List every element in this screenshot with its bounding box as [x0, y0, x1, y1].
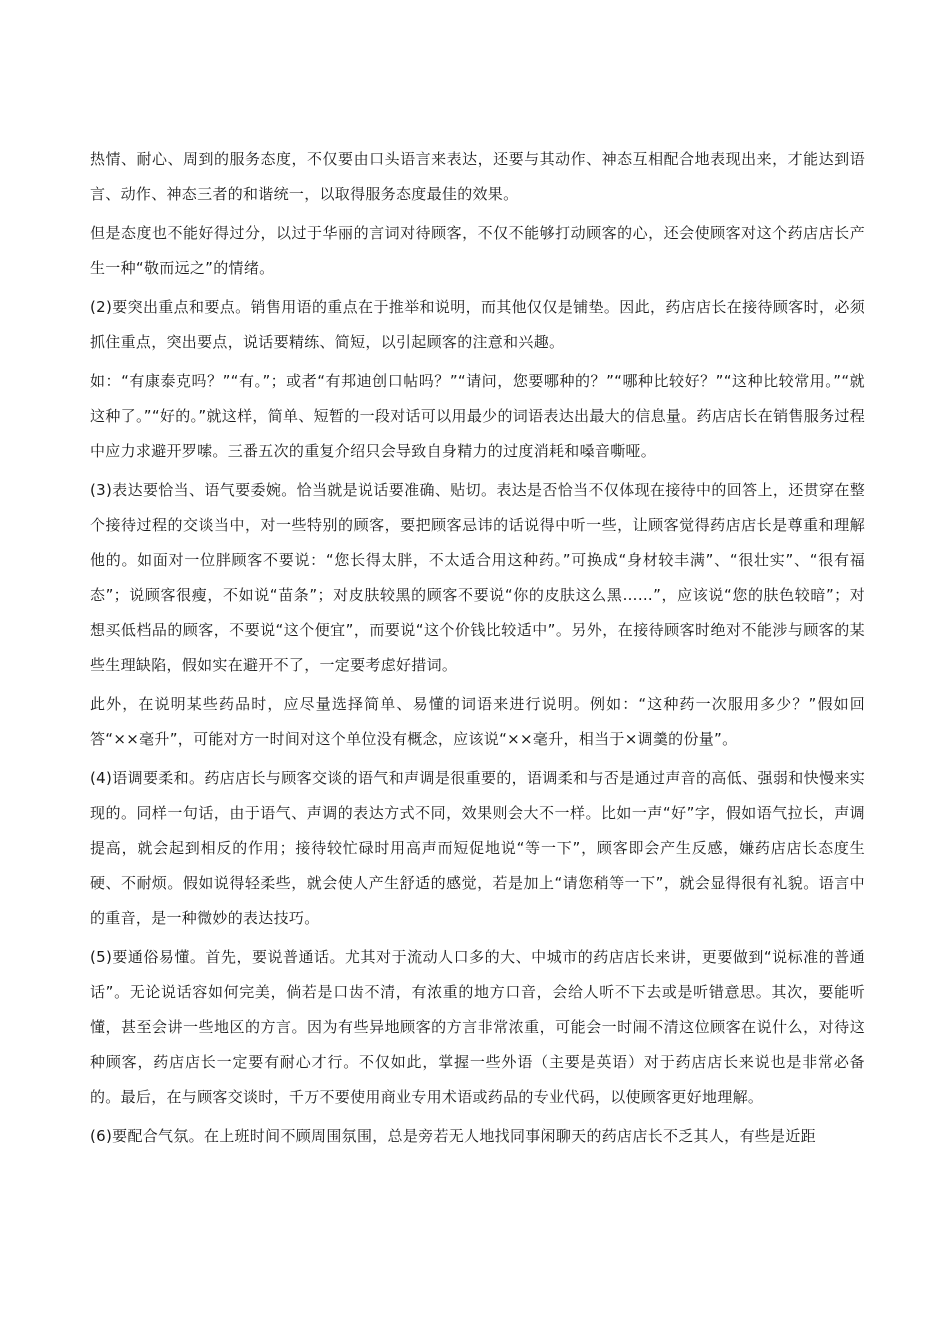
paragraph-dialog-example: 如：“有康泰克吗？”“有。”；或者“有邦迪创口帖吗？”“请问，您要哪种的？”“哪种比较好？”“这种比较常用。”“就这种了。”“好的。”就这样，简单、短暂的一段对话可以用最少的词语表达出最大的信息量。药店店长在销售服务过程中应力求避开罗嗦。三番五次的重复介绍只会导致自身精力的过度消耗和嗓音嘶哑。: [90, 372, 865, 460]
paragraph-simple-words: 此外，在说明某些药品时，应尽量选择简单、易懂的词语来进行说明。例如：“这种药一次服用多少？”假如回答“××毫升”，可能对方一时间对这个单位没有概念，应该说“××毫升，相当于×调羹的份量”。: [90, 695, 865, 748]
paragraph-not-overdo: 但是态度也不能好得过分，以过于华丽的言词对待顾客，不仅不能够打动顾客的心，还会使顾客对这个药店店长产生一种“敬而远之”的情绪。: [90, 224, 865, 277]
paragraph-atmosphere: (6)要配合气氛。在上班时间不顾周围氛围，总是旁若无人地找同事闲聊天的药店店长不乏其人，有些是近距: [90, 1127, 816, 1145]
paragraph-service-attitude: 热情、耐心、周到的服务态度，不仅要由口头语言来表达，还要与其动作、神态互相配合地表现出来，才能达到语言、动作、神态三者的和谐统一，以取得服务态度最佳的效果。: [90, 150, 865, 203]
paragraph-appropriate-expression: (3)表达要恰当、语气要委婉。恰当就是说话要准确、贴切。表达是否恰当不仅体现在接待中的回答上，还贯穿在整个接待过程的交谈当中，对一些特别的顾客，要把顾客忌讳的话说得中听一些，让顾客觉得药店店长是尊重和理解他的。如面对一位胖顾客不要说：“您长得太胖，不太适合用这种药。”可换成“身材较丰满”、“很壮实”、“很有福态”；说顾客很瘦，不如说“苗条”；对皮肤较黑的顾客不要说“你的皮肤这么黑……”，应该说“您的肤色较暗”；对想买低档品的顾客，不要说“这个便宜”，而要说“这个价钱比较适中”。另外，在接待顾客时绝对不能涉与顾客的某些生理缺陷，假如实在避开不了，一定要考虑好措词。: [90, 481, 865, 674]
document-body: [90, 142, 865, 1158]
paragraph-soft-tone: (4)语调要柔和。药店店长与顾客交谈的语气和声调是很重要的，语调柔和与否是通过声音的高低、强弱和快慢来实现的。同样一句话，由于语气、声调的表达方式不同，效果则会大不一样。比如一声“好”字，假如语气拉长，声调提高，就会起到相反的作用；接待较忙碌时用高声而短促地说“等一下”，顾客即会产生反感，嫌药店店长态度生硬、不耐烦。假如说得轻柔些，就会使人产生舒适的感觉，若是加上“请您稍等一下”，就会显得很有礼貌。语言中的重音，是一种微妙的表达技巧。: [90, 769, 865, 927]
paragraph-key-points: (2)要突出重点和要点。销售用语的重点在于推举和说明，而其他仅仅是铺垫。因此，药店店长在接待顾客时，必须抓住重点，突出要点，说话要精练、简短，以引起顾客的注意和兴趣。: [90, 298, 865, 351]
paragraph-easy-to-understand: (5)要通俗易懂。首先，要说普通话。尤其对于流动人口多的大、中城市的药店店长来讲，更要做到“说标准的普通话”。无论说话容如何完美，倘若是口齿不清，有浓重的地方口音，会给人听不下去或是听错意思。其次，要能听懂，甚至会讲一些地区的方言。因为有些异地顾客的方言非常浓重，可能会一时闹不清这位顾客在说什么，对待这种顾客，药店店长一定要有耐心才行。不仅如此，掌握一些外语（主要是英语）对于药店店长来说也是非常必备的。最后，在与顾客交谈时，千万不要使用商业专用术语或药品的专业代码，以使顾客更好地理解。: [90, 948, 865, 1106]
